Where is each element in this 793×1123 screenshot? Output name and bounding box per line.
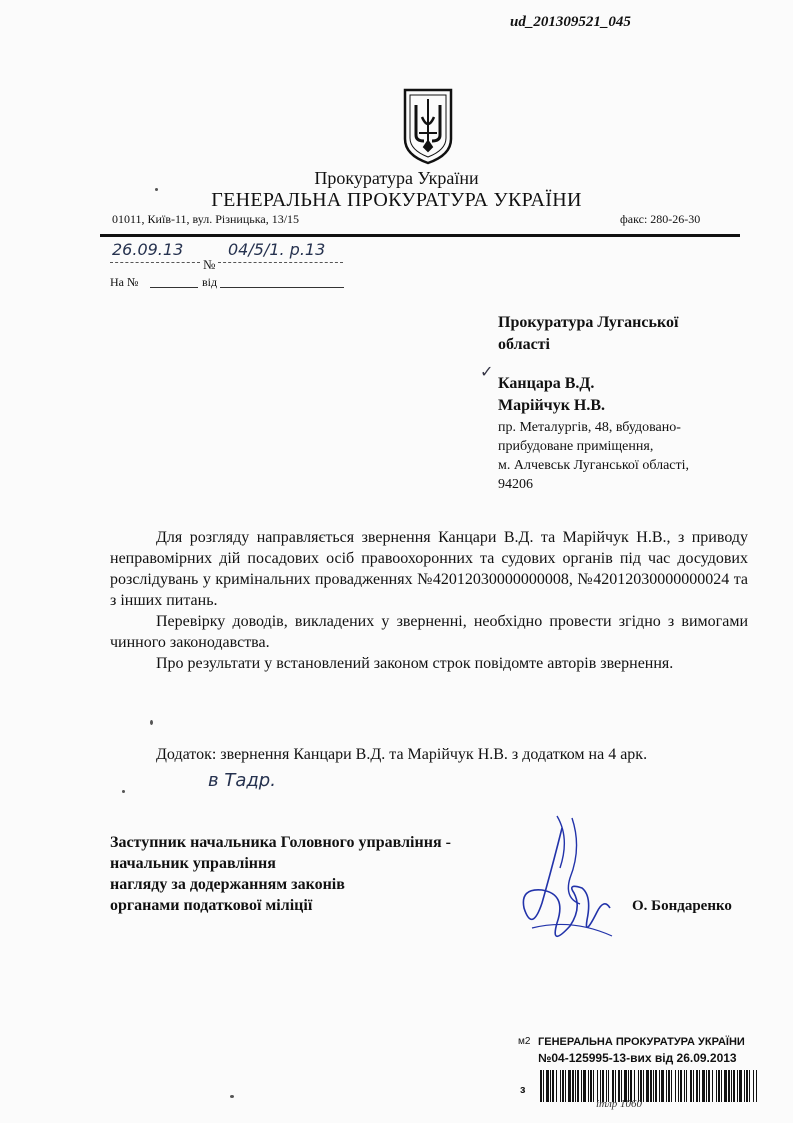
letter-body [110,527,748,674]
scan-speck [230,1095,234,1098]
org-fax: факс: 280-26-30 [620,212,701,226]
date-underline [110,262,200,263]
scan-speck [122,790,125,793]
check-mark-icon: ✓ [480,364,494,381]
stamp-prefix: м2 [518,1036,531,1047]
scan-speck [150,720,153,725]
header-rule [100,234,740,237]
document-id: ud_201309521_045 [510,14,631,30]
signer-title-line: начальник управління [110,855,276,872]
incoming-date-blank [220,287,344,288]
handwritten-number: 04/5/1. р.13 [228,240,326,259]
recipient-name-1: Канцара В.Д. [498,375,595,392]
org-name-line1: Прокуратура України [314,168,479,188]
handwritten-note: в Тадр. [208,770,276,791]
recipient-name-2: Марійчук Н.В. [498,397,606,414]
incoming-number-blank [150,287,198,288]
number-underline [218,262,343,263]
incoming-number-label: На № [110,275,139,289]
number-label: № [203,257,216,272]
body-paragraph: Для розгляду направляється звернення Канцари В.Д. та Марійчук Н.В., з приводу неправомірних дій посадових осіб правоохоронних та судових органів під час досудових розслідувань у кримінальних провадженнях №42012030000000008, №42012030000000024 та з інших питань. [110,529,748,609]
recipient-names [498,373,605,417]
recipient-address-line: м. Алчевськ Луганської області, [498,458,690,473]
recipient-org-line1: Прокуратура Луганської [498,314,679,331]
stamp-org: ГЕНЕРАЛЬНА ПРОКУРАТУРА УКРАЇНИ [538,1036,745,1048]
body-paragraph: Перевірку доводів, викладених у зверненні, необхідно провести згідно з вимогами чинного законодавства. [110,613,748,651]
handwritten-date: 26.09.13 [112,240,184,259]
stamp-side-mark: з [520,1084,526,1096]
org-address: 01011, Київ-11, вул. Різницька, 13/15 [112,212,300,226]
incoming-date-label: від [202,275,218,289]
signer-name: О. Бондаренко [632,898,732,914]
recipient-address-line: прибудоване приміщення, [498,439,654,454]
barcode-icon [540,1070,760,1102]
body-paragraph: Про результати у встановлений законом строк повідомте авторів звернення. [156,655,674,672]
recipient-org-line2: області [498,336,550,353]
trident-emblem-icon [402,87,454,165]
recipient-address-line: 94206 [498,477,533,492]
scan-speck [155,188,158,191]
recipient-org [498,312,738,356]
stamp-handwritten-number: ітлр 1060 [596,1098,643,1110]
signer-title-line: нагляду за додержанням законів [110,876,345,893]
attachment-note: Додаток: звернення Канцари В.Д. та Марійчук Н.В. з додатком на 4 арк. [156,746,648,763]
signer-title [110,832,451,916]
stamp-registration: №04-125995-13-вих від 26.09.2013 [538,1051,737,1065]
signer-title-line: органами податкової міліції [110,897,313,914]
recipient-address [498,418,738,494]
signer-title-line: Заступник начальника Головного управління - [110,834,451,851]
handwritten-signature [512,808,622,958]
org-name-line2: ГЕНЕРАЛЬНА ПРОКУРАТУРА УКРАЇНИ [211,189,582,211]
recipient-address-line: пр. Металургів, 48, вбудовано- [498,420,681,435]
